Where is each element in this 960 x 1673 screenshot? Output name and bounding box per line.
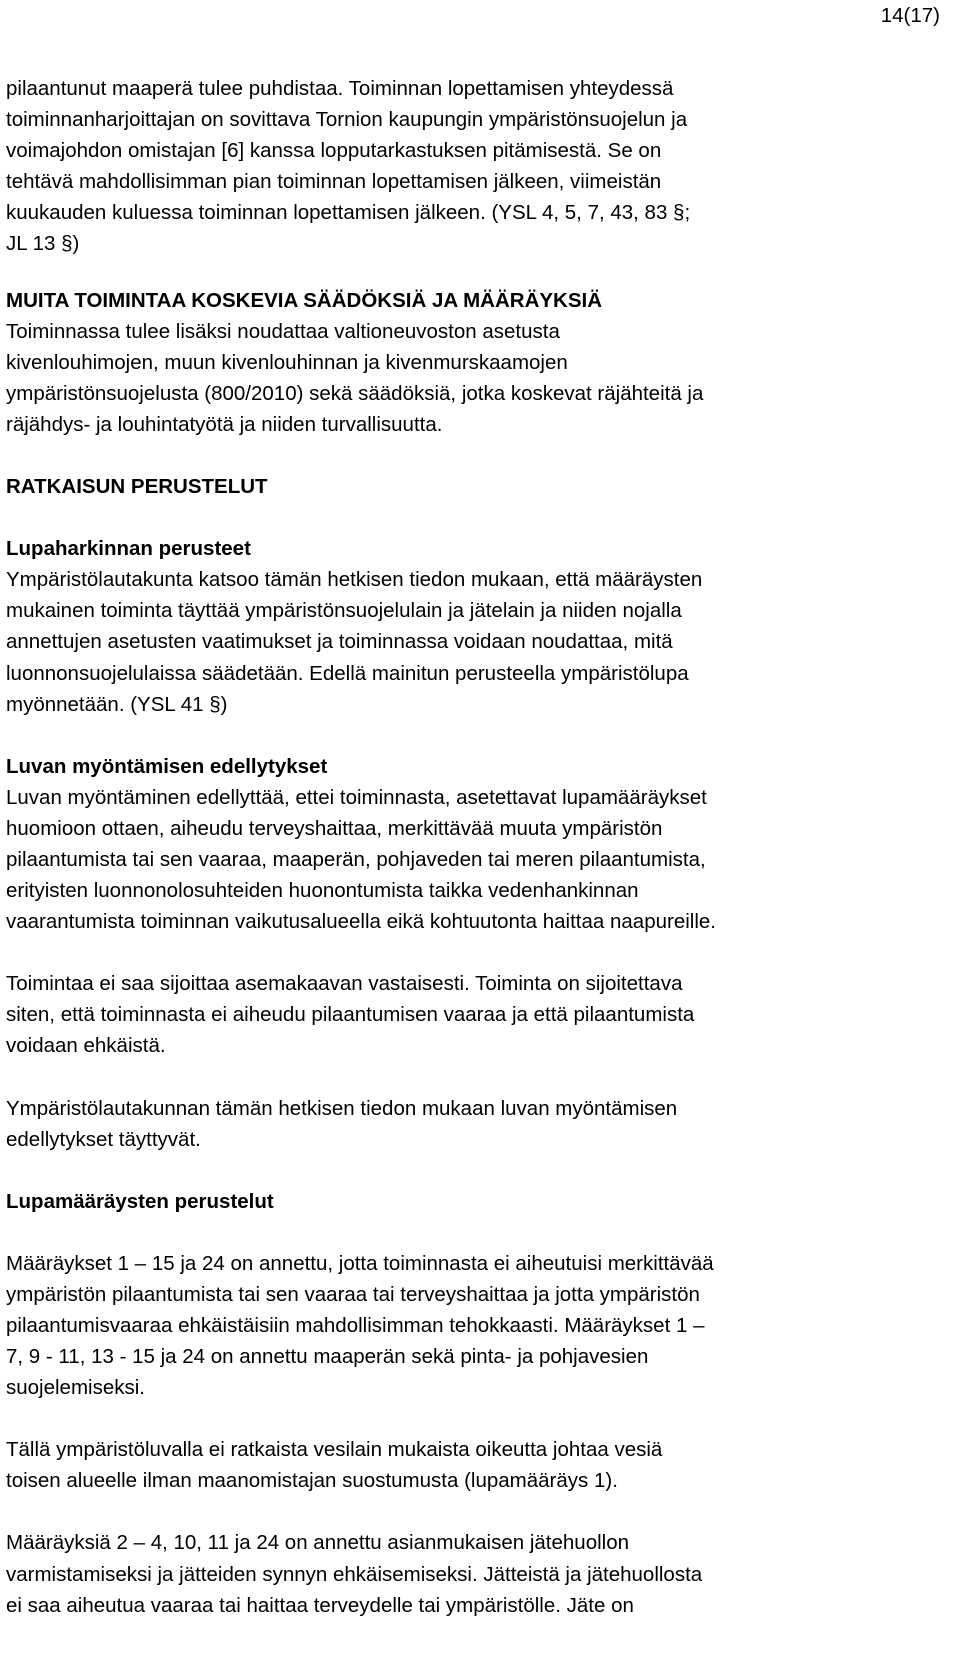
document-body <box>6 73 954 1621</box>
text-line: vaarantumista toiminnan vaikutusalueella eikä kohtuutonta haittaa naapureille. <box>6 910 716 934</box>
text-line: toiminnanharjoittajan on sovittava Tornion kaupungin ympäristönsuojelun ja <box>6 108 688 132</box>
text-line: 7, 9 - 11, 13 - 15 ja 24 on annettu maaperän sekä pinta- ja pohjavesien <box>6 1345 649 1369</box>
text-line: pilaantumisvaaraa ehkäistäisiin mahdollisimman tehokkaasti. Määräykset 1 – <box>6 1314 705 1337</box>
intro-paragraph <box>6 73 954 260</box>
text-line: ympäristönsuojelusta (800/2010) sekä säädöksiä, jotka koskevat räjähteitä ja <box>6 381 704 405</box>
text-line: kuukauden kuluessa toiminnan lopettamisen jälkeen. (YSL 4, 5, 7, 43, 83 §; <box>6 201 691 225</box>
page-number: 14(17) <box>880 4 940 27</box>
text-line: Toiminnassa tulee lisäksi noudattaa valtioneuvoston asetusta <box>6 319 560 343</box>
text-line: tehtävä mahdollisimman pian toiminnan lopettamisen jälkeen, viimeistän <box>6 170 662 194</box>
section-heading: MUITA TOIMINTAA KOSKEVIA SÄÄDÖKSIÄ JA MÄÄRÄYKSIÄ <box>6 288 603 312</box>
text-line: Määräyksiä 2 – 4, 10, 11 ja 24 on annettu asianmukaisen jätehuollon <box>6 1531 630 1555</box>
text-line: pilaantunut maaperä tulee puhdistaa. Toiminnan lopettamisen yhteydessä <box>6 77 674 100</box>
text-line: annettujen asetusten vaatimukset ja toiminnassa voidaan noudattaa, mitä <box>6 630 673 654</box>
text-line: Määräykset 1 – 15 ja 24 on annettu, jotta toiminnasta ei aiheutuisi merkittävää <box>6 1251 714 1275</box>
luvan-section <box>6 751 954 1155</box>
text-line: voimajohdon omistajan [6] kanssa lopputarkastuksen pitämisestä. Se on <box>6 139 662 163</box>
muita-section <box>6 285 954 440</box>
text-line: siten, että toiminnasta ei aiheudu pilaantumisen vaaraa ja että pilaantumista <box>6 1003 695 1027</box>
text-line: Tällä ympäristöluvalla ei ratkaista vesilain mukaista oikeutta johtaa vesiä <box>6 1438 663 1462</box>
subsection-heading: Luvan myöntämisen edellytykset <box>6 754 328 778</box>
text-line: mukainen toiminta täyttää ympäristönsuojelulain ja jätelain ja niiden nojalla <box>6 599 682 623</box>
text-line: edellytykset täyttyvät. <box>6 1127 201 1151</box>
text-line: myönnetään. (YSL 41 §) <box>6 692 228 716</box>
section-heading: RATKAISUN PERUSTELUT <box>6 475 268 499</box>
text-line: voidaan ehkäistä. <box>6 1034 166 1058</box>
text-line: toisen alueelle ilman maanomistajan suostumusta (lupamääräys 1). <box>6 1469 618 1493</box>
text-line: Ympäristölautakunta katsoo tämän hetkisen tiedon mukaan, että määräysten <box>6 568 703 592</box>
text-line: pilaantumista tai sen vaaraa, maaperän, pohjaveden tai meren pilaantumista, <box>6 847 706 871</box>
text-line: varmistamiseksi ja jätteiden synnyn ehkäisemiseksi. Jätteistä ja jätehuollosta <box>6 1562 703 1586</box>
text-line: suojelemiseksi. <box>6 1376 145 1400</box>
text-line: kivenlouhimojen, muun kivenlouhinnan ja kivenmurskaamojen <box>6 350 568 374</box>
text-line: Ympäristölautakunnan tämän hetkisen tiedon mukaan luvan myöntämisen <box>6 1096 678 1120</box>
subsection-heading: Lupaharkinnan perusteet <box>6 537 251 561</box>
text-line: räjähdys- ja louhintatyötä ja niiden turvallisuutta. <box>6 412 443 436</box>
lupaharkinnan-section <box>6 533 954 720</box>
text-line: ympäristön pilaantumista tai sen vaaraa tai terveyshaittaa ja jotta ympäristön <box>6 1282 700 1306</box>
ratkaisun-section <box>6 471 954 502</box>
lupamaaraysten-section <box>6 1186 954 1621</box>
text-line: erityisten luonnonolosuhteiden huonontumista taikka vedenhankinnan <box>6 879 639 903</box>
text-line: luonnonsuojelulaissa säädetään. Edellä mainitun perusteella ympäristölupa <box>6 661 689 685</box>
text-line: ei saa aiheutua vaaraa tai haittaa terveydelle tai ympäristölle. Jäte on <box>6 1593 634 1617</box>
text-line: Luvan myöntäminen edellyttää, ettei toiminnasta, asetettavat lupamääräykset <box>6 785 707 809</box>
text-line: Toimintaa ei saa sijoittaa asemakaavan vastaisesti. Toiminta on sijoitettava <box>6 972 683 996</box>
text-line: huomioon ottaen, aiheudu terveyshaittaa, merkittävää muuta ympäristön <box>6 816 663 840</box>
subsection-heading: Lupamääräysten perustelut <box>6 1189 274 1213</box>
text-line: JL 13 §) <box>6 232 80 256</box>
